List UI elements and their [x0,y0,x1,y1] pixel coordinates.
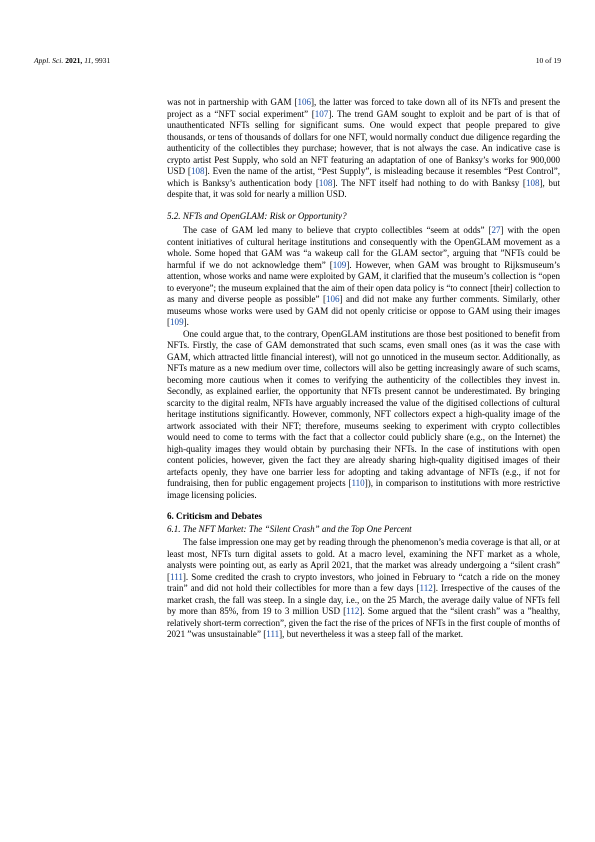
paragraph-text: ]. [183,317,189,327]
paragraph [167,329,560,502]
citation-link[interactable]: 106 [325,294,340,304]
citation-link[interactable]: 112 [419,583,433,593]
subsection-heading: 5.2. NFTs and OpenGLAM: Risk or Opportunity? [167,210,347,221]
citation-link[interactable]: 108 [525,177,540,188]
citation-link[interactable]: 109 [332,259,347,270]
journal-volume: 11, [84,56,94,65]
citation-link[interactable]: 107 [314,108,329,119]
paragraph-text: ]. Some credited the crash to crypto investors, who joined in February to “catch a ride on the money train” and did not hold their collectibles for more than a few days [ [167,571,560,593]
citation-link[interactable]: 106 [297,97,312,107]
journal-year: 2021, [65,56,83,65]
journal-name: Appl. Sci. [34,56,64,65]
paragraph-text: ]. However, when GAM was brought to Rijksmuseum’s attention, whose works and name were exploited by GAM, it clarified that the museum’s collection is “open to everyone”; the museum explained that the aim of their open data policy is “to connect [their] collection to as many and diverse people as possible” [ [167,259,560,304]
citation-link[interactable]: 112 [346,606,360,616]
paragraph-text: The case of GAM led many to believe that crypto collectibles “seem at odds” [ [183,225,492,235]
citation-link[interactable]: 108 [318,177,333,188]
paragraph-text: One could argue that, to the contrary, OpenGLAM institutions are those best positioned to benefit from NFTs. Firstly, the case of GAM demonstrated that such scams, even small ones (as it was the case with GAM, which attracted little financial interest), will not go unnoticed in the museum sector. Additionally, as NFTs mature as a new medium over time, collectors will also be getting increasingly aware of such scams, becoming more cautious when it comes to verifying the authenticity of the collectibles they invest in. Secondly, as explained earlier, the opportunity that NFTs present cannot be underestimated. By bringing scarcity to the digital realm, NFTs have arguably increased the value of the digitised collections of cultural heritage institutions significantly. However, commonly, NFT collectors expect a high-quality image of the artwork associated with their NFT; therefore, museums seeking to experiment with crypto collectibles would need to come to terms with the fact that a collector could publicly share (e.g., on the Internet) the high-quality images they would obtain by purchasing their NFTs. In the case of institutions with open content policies, however, given the fact they are already sharing high-quality digitised images of their artefacts openly, they have one barrier less for adopting and taking advantage of NFTs (e.g., if not for fundraising, then for public engagement projects [ [167,328,560,488]
article-body [167,97,560,641]
paragraph-text: ], but despite that, it was sold for nearly a million USD. [167,177,560,199]
citation-link[interactable]: 111 [170,571,183,582]
citation-link[interactable]: 111 [266,629,280,639]
paragraph-text: ]. The NFT itself had nothing to do with Banksy [ [332,177,526,188]
citation-link[interactable]: 108 [190,166,205,176]
paragraph [167,225,560,329]
paragraph-text: ]), in comparison to institutions with more restrictive image licensing policies. [167,478,560,500]
subsection-heading: 6.1. The NFT Market: The “Silent Crash” and the Top One Percent [167,523,412,534]
page-header [34,56,561,65]
paragraph-text: ] and did not make any further comments. Similarly, other museums whose works were used by GAM did not openly criticise or oppose to GAM using their images [ [167,294,560,327]
paragraph-text: ]. Some argued that the “silent crash” was a ”healthy, relatively short-term correction”, given the fact the rise of the prices of NFTs in the first couple of months of 2021 ”was unsustainable” [ [167,606,560,639]
paragraph-text: The false impression one may get by reading through the phenomenon’s media coverage is that all, or at least most, NFTs turn digital assets to gold. At a macro level, examining the NFT market as a whole, analysts were pointing out, as early as April 2021, that the market was already undergoing a “silent crash” [ [167,537,560,582]
paragraph-text: ], but nevertheless it was a steep fall of the market. [279,629,464,639]
section-heading: 6. Criticism and Debates [167,511,262,521]
paragraph-text: ], the latter was forced to take down all of its NFTs and present the project as a “NFT social experiment” [ [167,97,560,119]
citation-link[interactable]: 27 [491,225,501,235]
article-number: 9931 [95,56,111,65]
paragraph-text: ]. Even the name of the artist, “Pest Supply”, is misleading because it resembles “Pest Control”, which is Banksy’s authentication body [ [167,166,561,188]
paragraph [167,537,560,641]
journal-citation [34,56,110,65]
citation-link[interactable]: 109 [170,317,184,327]
paragraph-text: ]. Irrespective of the causes of the market crash, the fall was steep. In a single day, i.e., on the 25 March, the average daily value of NFTs fell by more than 85%, from 19 to 3 million USD [ [167,583,560,616]
paragraph-text: was not in partnership with GAM [ [167,97,298,107]
citation-link[interactable]: 110 [351,478,365,488]
page-number: 10 of 19 [535,56,561,65]
paragraph-text: ] with the open content initiatives of cultural heritage institutions and consequently with the OpenGLAM movement as a whole. Some hoped that GAM was “a wakeup call for the GLAM sector”, arguing that ”NFTs could be harmful if we do not acknowledge them” [ [167,225,560,270]
paragraph-text: ]. The trend GAM sought to exploit and be part of is that of unauthenticated NFTs selling for significant sums. One would expect that people prepared to give thousands, or tens of thousands of dollars for one NFT, would normally conduct due diligence regarding the authenticity of the collectibles they purchase; however, that is not always the case. An indicative case is crypto artist Pest Supply, who sold an NFT featuring an adaptation of one of Banksy’s works for 900,000 USD [ [167,108,560,176]
paragraph [167,97,560,201]
